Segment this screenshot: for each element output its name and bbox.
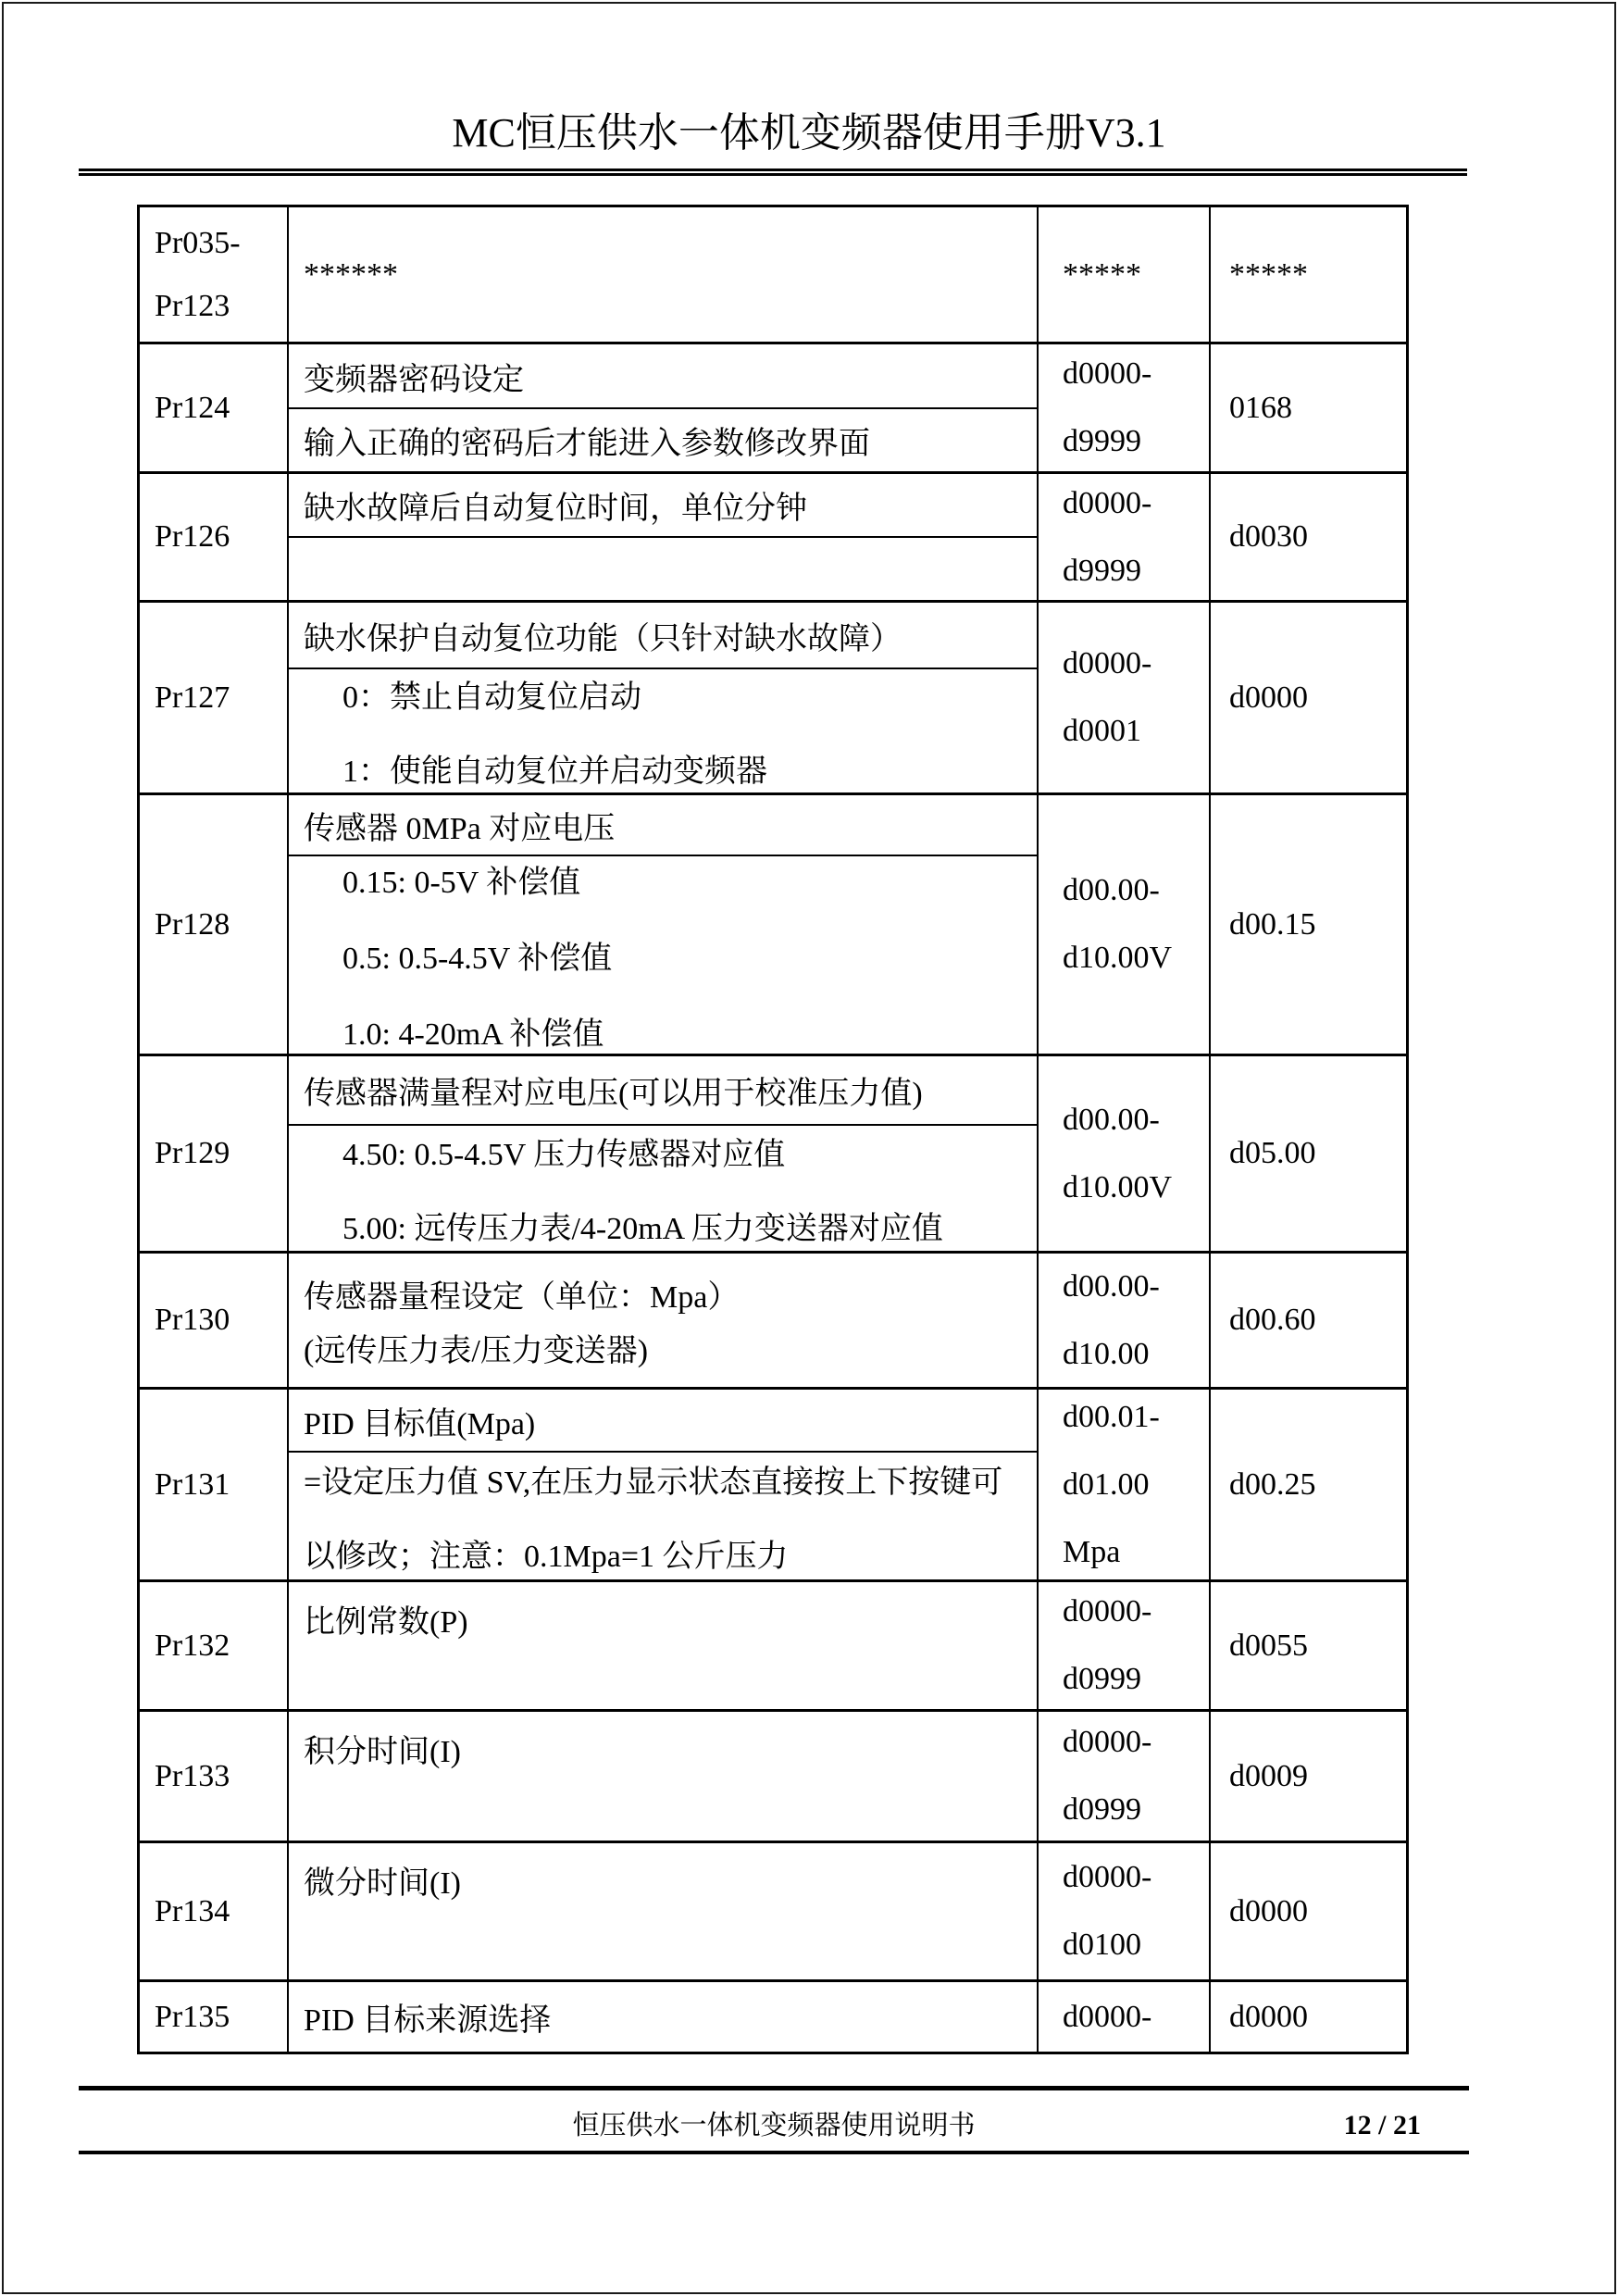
default-value: d0000 (1229, 1893, 1308, 1928)
desc-title: 积分时间(I) (304, 1735, 461, 1769)
param-cell (140, 207, 289, 342)
param-id: Pr124 (155, 390, 230, 425)
table-row (140, 1841, 1406, 1979)
table-row (140, 1579, 1406, 1709)
param-cell (140, 474, 289, 600)
range-value: d0000- (1063, 1860, 1152, 1894)
desc-title: 传感器 0MPa 对应电压 (304, 811, 616, 846)
parameter-table (137, 205, 1409, 2054)
param-cell (140, 1582, 289, 1709)
desc-cell (289, 1843, 1039, 1979)
param-cell (140, 603, 289, 792)
range-value: d0000- (1063, 1594, 1152, 1628)
range-cell (1039, 1390, 1211, 1579)
param-cell (140, 1390, 289, 1579)
desc-cell (289, 474, 1039, 600)
desc-option: 5.00: 远传压力表/4-20mA 压力变送器对应值 (342, 1212, 943, 1246)
desc-cell (289, 603, 1039, 792)
param-id: Pr135 (155, 1999, 230, 2034)
desc-cell (289, 1254, 1039, 1387)
footer-doc-title: 恒压供水一体机变频器使用说明书 (572, 2111, 976, 2140)
desc-cell (289, 1712, 1039, 1841)
desc-note: =设定压力值 SV,在压力显示状态直接按上下按键可 (304, 1466, 1003, 1500)
desc-title: 传感器量程设定（单位：Mpa） (304, 1279, 740, 1315)
desc-cell (289, 795, 1039, 1054)
desc-cell (289, 207, 1039, 342)
range-cell (1039, 1582, 1211, 1709)
default-cell (1211, 1056, 1406, 1251)
default-value: 0168 (1229, 390, 1292, 425)
desc-option: 1.0: 4-20mA 补偿值 (342, 1017, 604, 1052)
param-cell (140, 795, 289, 1054)
range-value: d0000- (1063, 1999, 1152, 2034)
table-row (140, 1979, 1406, 2052)
default-value: d0009 (1229, 1758, 1308, 1793)
param-id: Pr035- (155, 225, 241, 260)
table-row (140, 342, 1406, 471)
table-row (140, 1387, 1406, 1579)
range-value: d10.00V (1063, 941, 1173, 975)
table-row (140, 1054, 1406, 1251)
range-value: d0999 (1063, 1792, 1141, 1827)
range-value: d9999 (1063, 424, 1141, 458)
range-cell (1039, 207, 1211, 342)
range-value: d00.01- (1063, 1399, 1160, 1434)
desc-title: PID 目标来源选择 (304, 2003, 552, 2038)
param-id: Pr131 (155, 1466, 230, 1502)
table-row (140, 207, 1406, 342)
page-footer (79, 2086, 1469, 2154)
range-cell (1039, 603, 1211, 792)
range-cell (1039, 1982, 1211, 2052)
table-row (140, 792, 1406, 1054)
param-id: Pr132 (155, 1628, 230, 1663)
default-value: ***** (1229, 256, 1308, 292)
range-value: d00.00- (1063, 873, 1160, 907)
default-value: d0055 (1229, 1628, 1308, 1663)
param-id: Pr127 (155, 680, 230, 715)
range-value: d00.00- (1063, 1268, 1160, 1304)
table-row (140, 471, 1406, 600)
default-cell (1211, 1982, 1406, 2052)
desc-cell (289, 1390, 1039, 1579)
range-value: d0000- (1063, 356, 1152, 391)
desc-option: 0.5: 0.5-4.5V 补偿值 (342, 942, 613, 976)
default-cell (1211, 474, 1406, 600)
desc-cell (289, 344, 1039, 471)
range-value: ***** (1063, 256, 1141, 292)
default-value: d0000 (1229, 1999, 1308, 2034)
param-id: Pr134 (155, 1893, 230, 1928)
param-cell (140, 1712, 289, 1841)
desc-cell (289, 1056, 1039, 1251)
table-row (140, 600, 1406, 792)
default-value: d00.25 (1229, 1466, 1316, 1502)
param-cell (140, 1982, 289, 2052)
range-cell (1039, 474, 1211, 600)
default-value: d05.00 (1229, 1136, 1316, 1170)
param-id: Pr128 (155, 906, 230, 942)
desc-note: 输入正确的密码后才能进入参数修改界面 (304, 427, 870, 461)
range-cell (1039, 1254, 1211, 1387)
default-value: d0000 (1229, 680, 1308, 715)
default-cell (1211, 1582, 1406, 1709)
desc-title: 缺水保护自动复位功能（只针对缺水故障） (304, 621, 902, 656)
desc-title: 缺水故障后自动复位时间，单位分钟 (304, 492, 807, 526)
range-value: d01.00 (1063, 1466, 1150, 1502)
param-cell (140, 1843, 289, 1979)
table-row (140, 1251, 1406, 1387)
range-value: d10.00 (1063, 1336, 1150, 1371)
table-row (140, 1709, 1406, 1841)
default-cell (1211, 603, 1406, 792)
desc-title: (远传压力表/压力变送器) (304, 1333, 649, 1368)
default-value: d00.60 (1229, 1303, 1316, 1337)
range-value: d00.00- (1063, 1102, 1160, 1137)
footer-bottom-rule (79, 2151, 1469, 2154)
desc-note: 以修改；注意：0.1Mpa=1 公斤压力 (304, 1540, 789, 1574)
default-cell (1211, 1254, 1406, 1387)
default-cell (1211, 1390, 1406, 1579)
header-double-rule (79, 168, 1467, 176)
range-cell (1039, 1712, 1211, 1841)
desc-title: ****** (304, 256, 398, 292)
default-value: d0030 (1229, 519, 1308, 554)
desc-title: 变频器密码设定 (304, 362, 524, 397)
range-cell (1039, 1843, 1211, 1979)
param-id: Pr133 (155, 1758, 230, 1793)
range-cell (1039, 795, 1211, 1054)
range-value: d9999 (1063, 553, 1141, 588)
range-value: d0000- (1063, 1725, 1152, 1759)
page-title: MC恒压供水一体机变频器使用手册V3.1 (452, 110, 1166, 156)
param-cell (140, 1056, 289, 1251)
desc-option: 1：使能自动复位并启动变频器 (342, 755, 767, 789)
desc-cell (289, 1982, 1039, 2052)
default-value: d00.15 (1229, 906, 1316, 942)
desc-title: 比例常数(P) (304, 1605, 468, 1640)
range-value: d0999 (1063, 1662, 1141, 1696)
range-cell (1039, 344, 1211, 471)
param-cell (140, 1254, 289, 1387)
default-cell (1211, 344, 1406, 471)
range-value: d0000- (1063, 646, 1152, 680)
footer-top-rule (79, 2086, 1469, 2090)
desc-cell (289, 1582, 1039, 1709)
footer-page-number: 12 / 21 (1343, 2110, 1421, 2140)
range-value: d0000- (1063, 485, 1152, 520)
desc-option: 4.50: 0.5-4.5V 压力传感器对应值 (342, 1138, 786, 1172)
range-value: d0001 (1063, 714, 1141, 748)
default-cell (1211, 1843, 1406, 1979)
range-value: d10.00V (1063, 1169, 1173, 1204)
param-cell (140, 344, 289, 471)
param-id: Pr123 (155, 288, 230, 323)
param-id: Pr129 (155, 1136, 230, 1170)
desc-option: 0：禁止自动复位启动 (342, 680, 641, 715)
param-id: Pr126 (155, 519, 230, 554)
default-cell (1211, 795, 1406, 1054)
desc-option: 0.15: 0-5V 补偿值 (342, 866, 581, 900)
desc-title: 微分时间(I) (304, 1866, 461, 1901)
default-cell (1211, 1712, 1406, 1841)
range-cell (1039, 1056, 1211, 1251)
default-cell (1211, 207, 1406, 342)
desc-title: PID 目标值(Mpa) (304, 1406, 536, 1441)
range-value: Mpa (1063, 1534, 1121, 1569)
desc-title: 传感器满量程对应电压(可以用于校准压力值) (304, 1077, 923, 1111)
param-id: Pr130 (155, 1303, 230, 1337)
range-value: d0100 (1063, 1928, 1141, 1962)
